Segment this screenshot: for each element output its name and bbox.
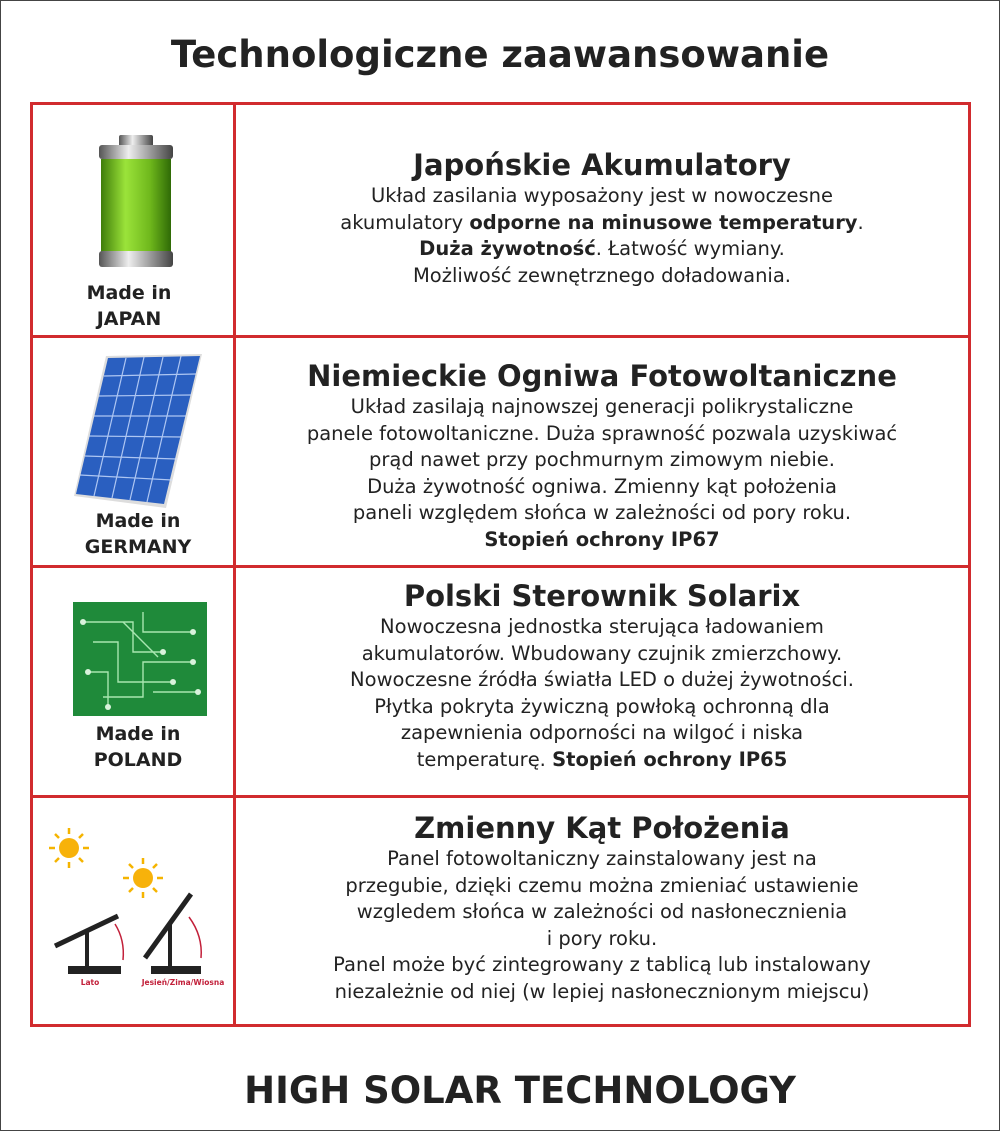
text-segment: Panel może być zintegrowany z tablicą lub instalowany [333, 953, 871, 976]
text-segment: niezależnie od niej (w lepiej nasłonecznionym miejscu) [334, 979, 870, 1003]
emphasized-text: odporne na minusowe temperatury [469, 210, 858, 234]
feature-row-batteries [33, 105, 968, 335]
description-line [236, 720, 968, 747]
description-line [236, 694, 968, 721]
feature-image-cell [33, 798, 236, 1024]
description-line [236, 183, 968, 210]
text-segment: Panel fotowoltaniczny zainstalowany jest na [387, 847, 817, 870]
feature-description [236, 183, 968, 289]
made-in-label [69, 280, 189, 332]
emphasized-text: Stopień ochrony IP67 [484, 527, 720, 551]
description-line [236, 394, 968, 421]
feature-heading: Polski Sterownik Solarix [403, 579, 801, 613]
made-in-text: Made in [86, 282, 172, 304]
text-segment: prąd nawet przy pochmurnym zimowym niebie. [369, 448, 835, 471]
description-line [236, 236, 968, 263]
made-in-text: Made in [95, 510, 181, 532]
feature-text-cell [236, 338, 968, 565]
emphasized-text: Stopień ochrony IP65 [552, 747, 788, 771]
text-segment: panele fotowoltaniczne. Duża sprawność pozwala uzyskiwać [306, 421, 898, 445]
text-segment: zapewnienia odporności na wilgoć i niska [400, 721, 804, 744]
description-line [236, 210, 968, 237]
made-in-country: POLAND [93, 749, 183, 771]
text-segment: wzgledem słońca w zależności od nasłonecznienia [356, 900, 848, 923]
text-segment: Układ zasilają najnowszej generacji polikrystaliczne [350, 395, 854, 418]
text-segment: temperaturę. [416, 747, 553, 771]
battery-icon [91, 135, 191, 275]
text-segment: i pory roku. [546, 926, 658, 950]
feature-heading: Zmienny Kąt Położenia [414, 811, 790, 845]
feature-heading: Japońskie Akumulatory [413, 148, 791, 182]
feature-image-cell [33, 338, 236, 565]
text-segment: Układ zasilania wyposażony jest w nowoczesne [370, 184, 834, 207]
feature-row-solar-cells [33, 335, 968, 565]
diagram-label-other-seasons: Jesień/Zima/Wiosna [141, 978, 225, 987]
text-segment: Możliwość zewnętrznego doładowania. [412, 263, 791, 287]
description-line [236, 421, 968, 448]
page-title: Technologiczne zaawansowanie [170, 33, 830, 76]
feature-text-cell [236, 105, 968, 335]
text-segment: akumulatory [340, 210, 470, 234]
feature-description [236, 394, 968, 553]
description-line [236, 873, 968, 900]
sun-icon [49, 828, 163, 898]
description-line [236, 846, 968, 873]
feature-image-cell [33, 568, 236, 795]
solar-panel-icon [68, 348, 208, 508]
description-line [236, 667, 968, 694]
description-line [236, 527, 968, 554]
description-line [236, 899, 968, 926]
feature-text-cell [236, 798, 968, 1024]
description-line [236, 447, 968, 474]
text-segment: paneli względem słońca w zależności od pory roku. [352, 501, 852, 524]
feature-text-cell [236, 568, 968, 795]
brand-footer: HIGH SOLAR TECHNOLOGY [244, 1069, 796, 1112]
description-line [236, 747, 968, 774]
text-segment: akumulatorów. Wbudowany czujnik zmierzchowy. [361, 641, 843, 665]
made-in-label [78, 508, 198, 560]
description-line [236, 979, 968, 1006]
made-in-text: Made in [95, 723, 181, 745]
description-line [236, 926, 968, 953]
feature-description [236, 614, 968, 773]
circuit-board-icon [73, 602, 207, 716]
description-line [236, 614, 968, 641]
feature-row-tilt-angle [33, 795, 968, 1024]
text-segment: Duża żywotność ogniwa. Zmienny kąt położenia [367, 474, 837, 498]
description-line [236, 641, 968, 668]
text-segment: . [857, 210, 864, 234]
features-table [30, 102, 971, 1027]
diagram-label-summer: Lato [80, 978, 100, 987]
text-segment: . Łatwość wymiany. [595, 237, 785, 260]
made-in-country: JAPAN [96, 308, 162, 330]
feature-row-controller [33, 565, 968, 795]
text-segment: Nowoczesna jednostka sterująca ładowaniem [380, 615, 824, 638]
feature-description [236, 846, 968, 1005]
tilt-angle-diagram [43, 818, 238, 993]
made-in-label [78, 721, 198, 773]
text-segment: Nowoczesne źródła światła LED o dużej żywotności. [350, 668, 854, 691]
description-line [236, 474, 968, 501]
description-line [236, 500, 968, 527]
description-line [236, 952, 968, 979]
feature-heading: Niemieckie Ogniwa Fotowoltaniczne [307, 359, 897, 393]
description-line [236, 263, 968, 290]
emphasized-text: Duża żywotność [419, 237, 596, 260]
made-in-country: GERMANY [84, 536, 192, 558]
text-segment: Płytka pokryta żywiczną powłoką ochronną dla [374, 694, 830, 718]
text-segment: przegubie, dzięki czemu można zmieniać ustawienie [345, 873, 859, 897]
feature-image-cell [33, 105, 236, 335]
